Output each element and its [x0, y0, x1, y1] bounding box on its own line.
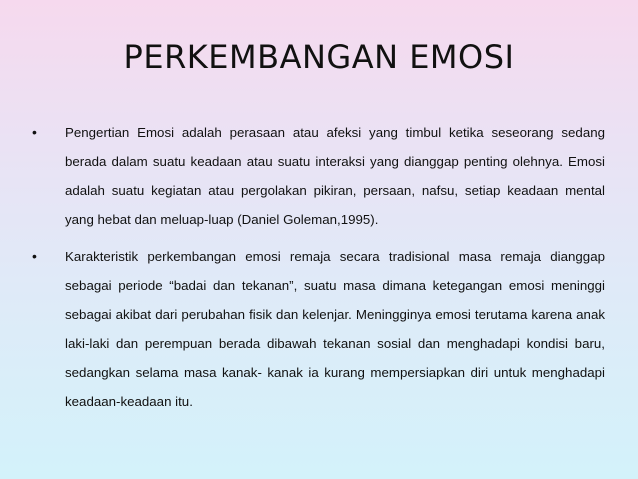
slide-content — [30, 118, 605, 424]
bullet-item-characteristics — [30, 242, 605, 416]
slide-title: PERKEMBANGAN EMOSI — [123, 38, 515, 76]
bullet-icon: • — [32, 248, 37, 264]
bullet-item-definition — [30, 118, 605, 234]
bullet-text-definition: Pengertian Emosi adalah perasaan atau afeksi yang timbul ketika seseorang sedang berada dalam suatu keadaan atau suatu interaksi yang dianggap penting olehnya. Emosi adalah suatu kegiatan atau pergolakan pikiran, persaan, nafsu, setiap keadaan mental yang hebat dan meluap-luap (Daniel Goleman,1995). — [65, 125, 605, 227]
bullet-icon: • — [32, 124, 37, 140]
bullet-text-characteristics: Karakteristik perkembangan emosi remaja secara tradisional masa remaja dianggap sebagai periode “badai dan tekanan”, suatu masa dimana ketegangan emosi meninggi sebagai akibat dari perubahan fisik dan kelenjar. Meningginya emosi terutama karena anak laki-laki dan perempuan berada dibawah tekanan sosial dan menghadapi kondisi baru, sedangkan selama masa kanak- kanak ia kurang mempersiapkan diri untuk menghadapi keadaan-keadaan itu. — [65, 249, 605, 409]
